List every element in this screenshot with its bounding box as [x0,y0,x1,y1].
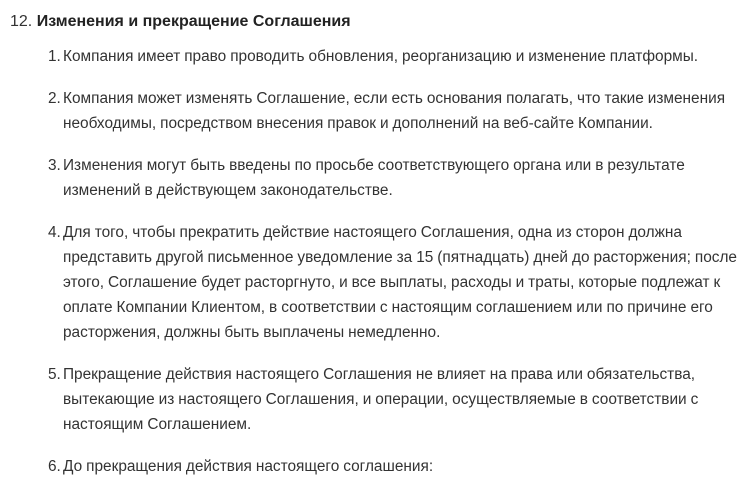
clause-text: Компания имеет право проводить обновления, реорганизацию и изменение платформы. [63,48,699,65]
clause-text: Для того, чтобы прекратить действие настоящего Соглашения, одна из сторон должна представить другой письменное уведомление за 15 (пятнадцать) дней до расторжения; после этого, Соглашение будет расторгнуто, и все выплаты, расходы и траты, которые подлежат к оплате Компании Клиентом, в соответствии с настоящим соглашением или по причине его расторжения, должны быть выплачены немедленно. [63,224,737,341]
clause-text: До прекращения действия настоящего соглашения: [63,458,434,475]
section-heading [10,10,750,34]
clause-text: Изменения могут быть введены по просьбе соответствующего органа или в результате изменений в действующем законодательстве. [63,157,685,199]
clause-item-3 [48,153,748,203]
clause-number: 3. [48,157,61,174]
clause-number: 2. [48,90,61,107]
clause-item-2 [48,86,748,136]
agreement-section [10,10,750,34]
clause-number: 1. [48,48,61,65]
clause-number: 6. [48,458,61,475]
clause-text: Прекращение действия настоящего Соглашения не влияет на права или обязательства, вытекающие из настоящего Соглашения, и операции, осуществляемые в соответствии с настоящим Соглашением. [63,366,699,433]
clause-item-1 [48,44,748,69]
clause-item-5 [48,362,748,437]
clause-item-4 [48,220,748,345]
clause-number: 4. [48,224,61,241]
clause-number: 5. [48,366,61,383]
section-number: 12. [10,13,33,30]
clause-list [48,44,748,496]
section-title: Изменения и прекращение Соглашения [36,13,351,30]
clause-text: Компания может изменять Соглашение, если есть основания полагать, что такие изменения необходимы, посредством внесения правок и дополнений на веб-сайте Компании. [63,90,726,132]
clause-item-6 [48,454,748,479]
